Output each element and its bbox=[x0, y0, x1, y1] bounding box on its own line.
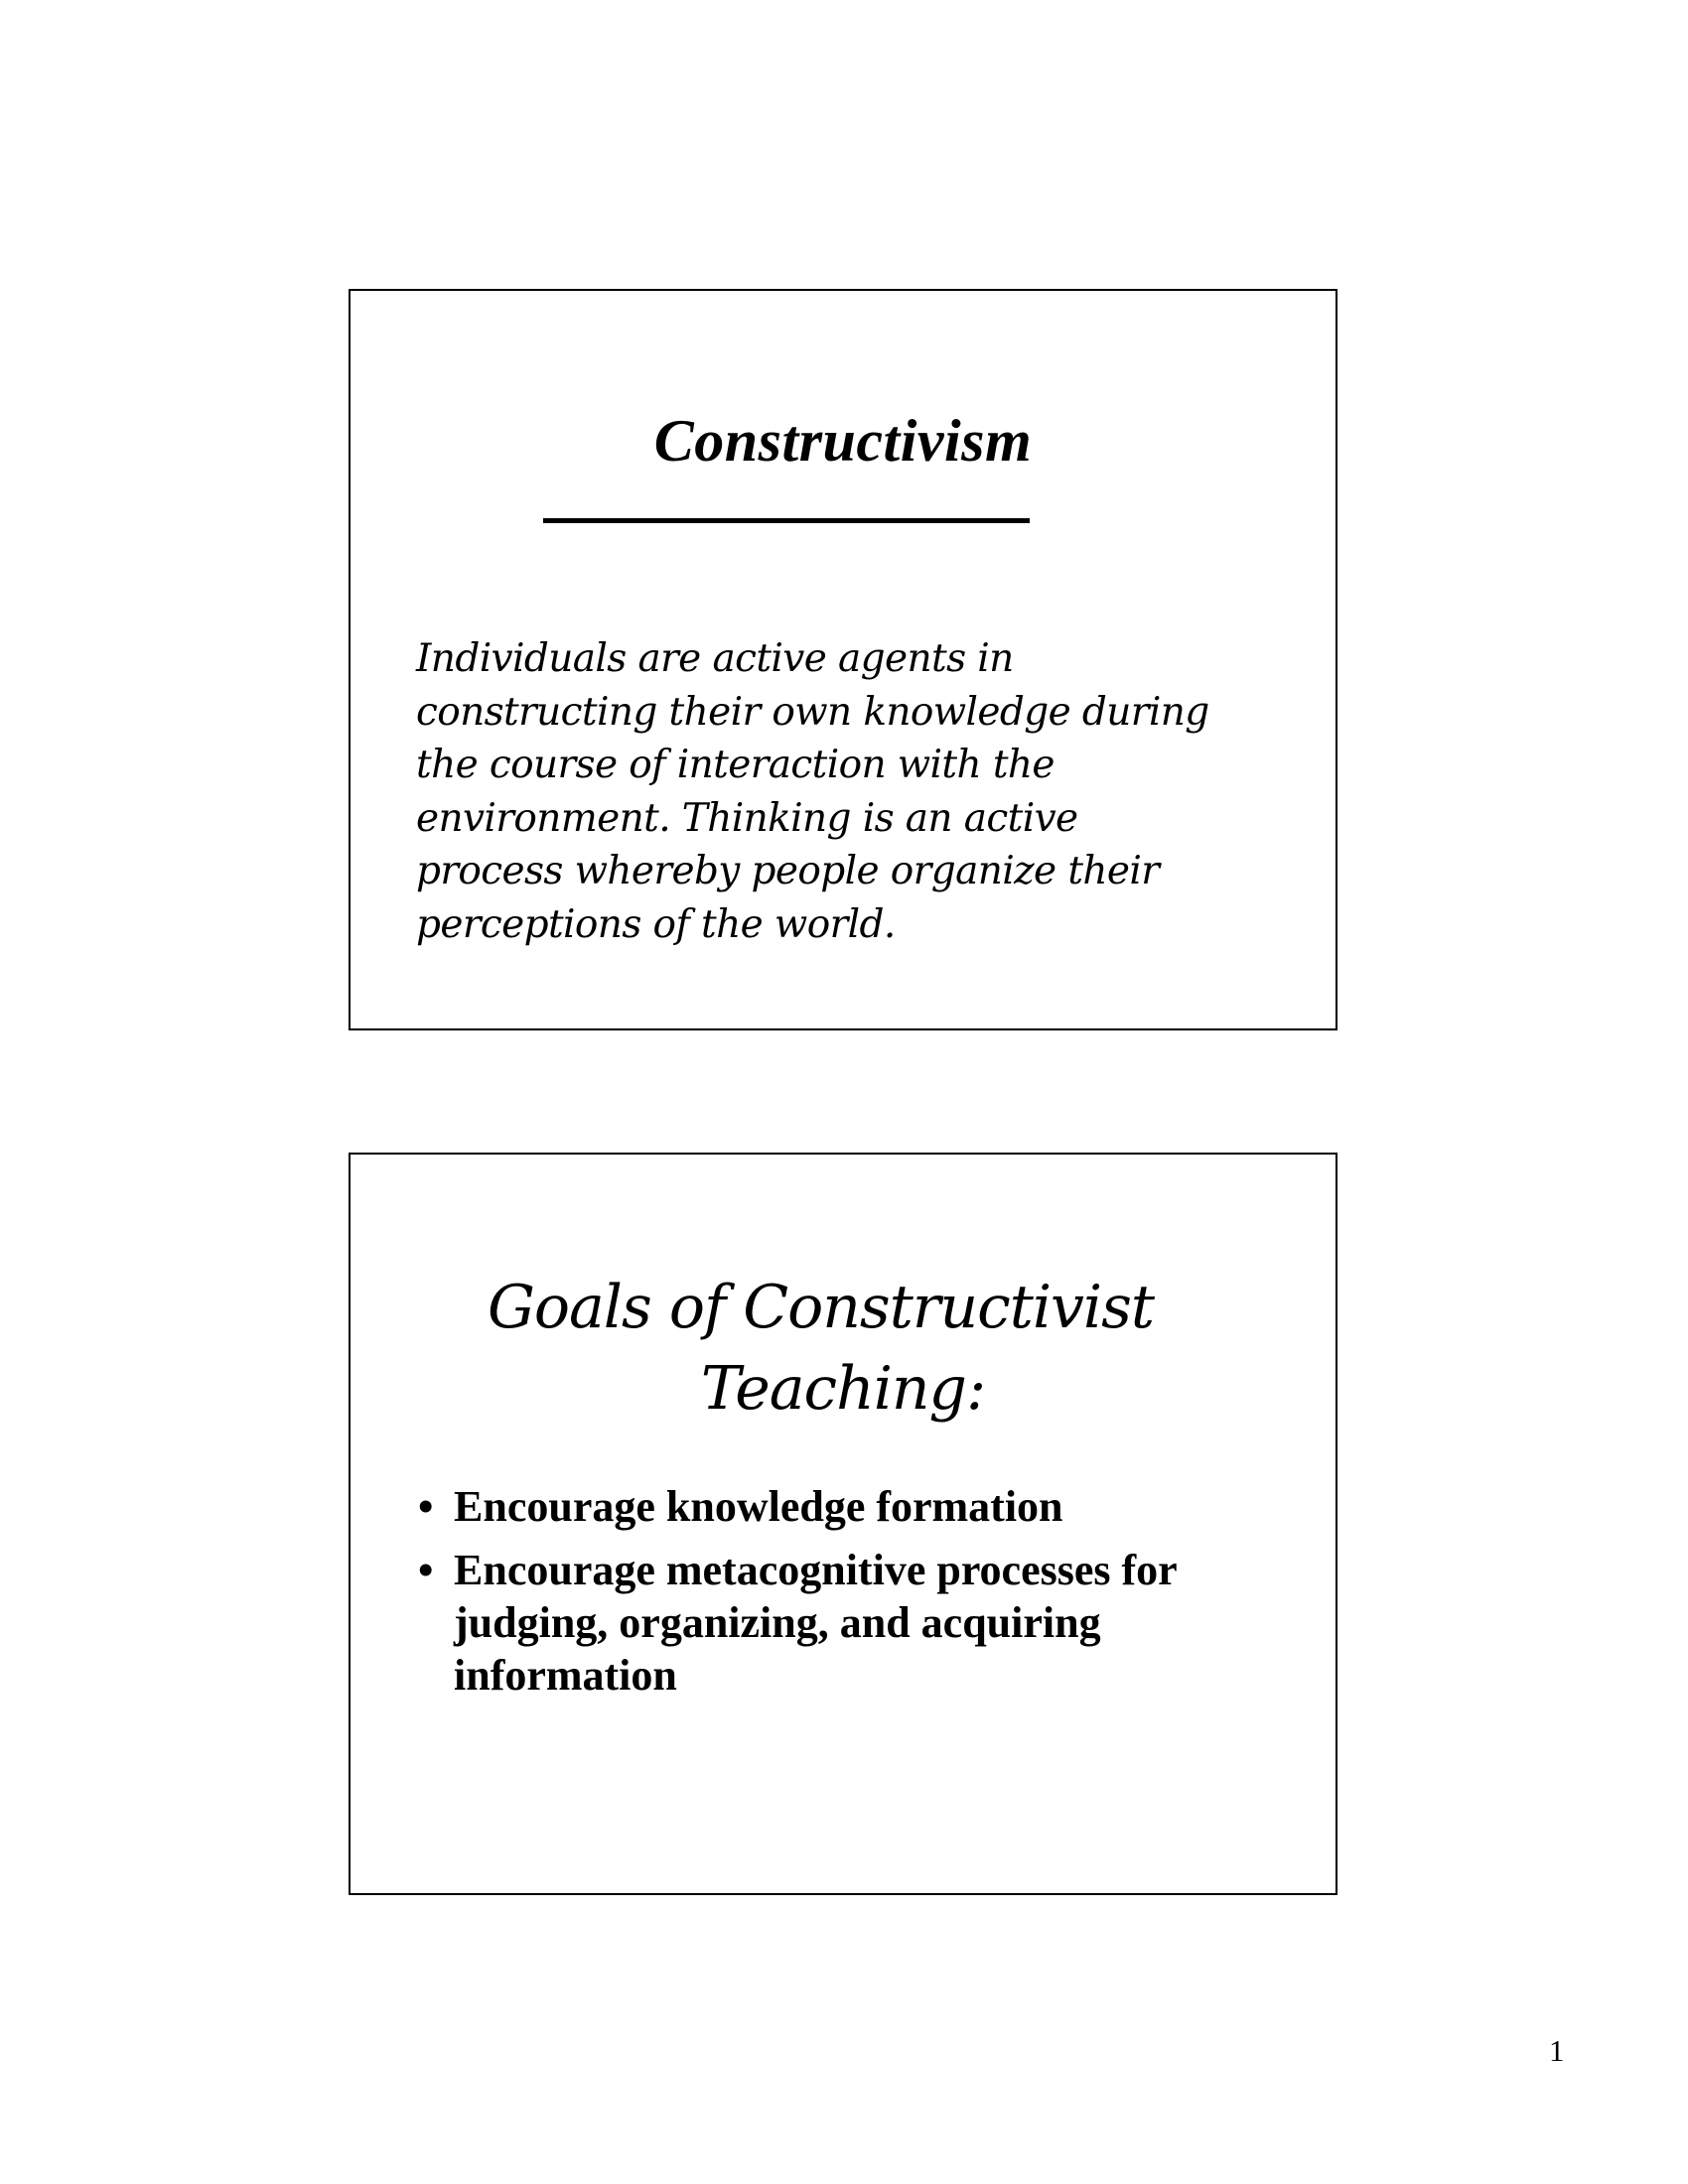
slide-title bbox=[351, 1267, 1336, 1430]
bullet-item bbox=[418, 1544, 1312, 1702]
title-underline-rule bbox=[543, 518, 1030, 523]
bullet-icon: • bbox=[418, 1482, 434, 1531]
slide-constructivism bbox=[349, 289, 1337, 1030]
bullet-item bbox=[418, 1480, 1312, 1533]
bullet-text: Encourage metacognitive processes for judging, organizing, and acquiring information bbox=[454, 1546, 1177, 1700]
paragraph-line: process whereby people organize their bbox=[416, 849, 1160, 893]
bullet-text: Encourage knowledge formation bbox=[454, 1482, 1063, 1531]
definition-paragraph bbox=[416, 632, 1290, 951]
slide-goals-of-constructivist-teaching bbox=[349, 1153, 1337, 1895]
goals-bullet-list bbox=[418, 1480, 1312, 1712]
paragraph-line: the course of interaction with the bbox=[416, 743, 1055, 787]
page-number: 1 bbox=[1549, 2033, 1565, 2068]
paragraph-line: perceptions of the world. bbox=[416, 901, 896, 947]
title-line: Goals of Constructivist bbox=[487, 1273, 1155, 1342]
paragraph-line: Individuals are active agents in bbox=[416, 636, 1014, 681]
title-line: Teaching: bbox=[700, 1354, 986, 1424]
slide-title: Constructivism bbox=[653, 408, 1033, 474]
bullet-icon: • bbox=[418, 1546, 434, 1594]
paragraph-line: environment. Thinking is an active bbox=[416, 795, 1078, 841]
paragraph-line: constructing their own knowledge during bbox=[416, 689, 1209, 735]
